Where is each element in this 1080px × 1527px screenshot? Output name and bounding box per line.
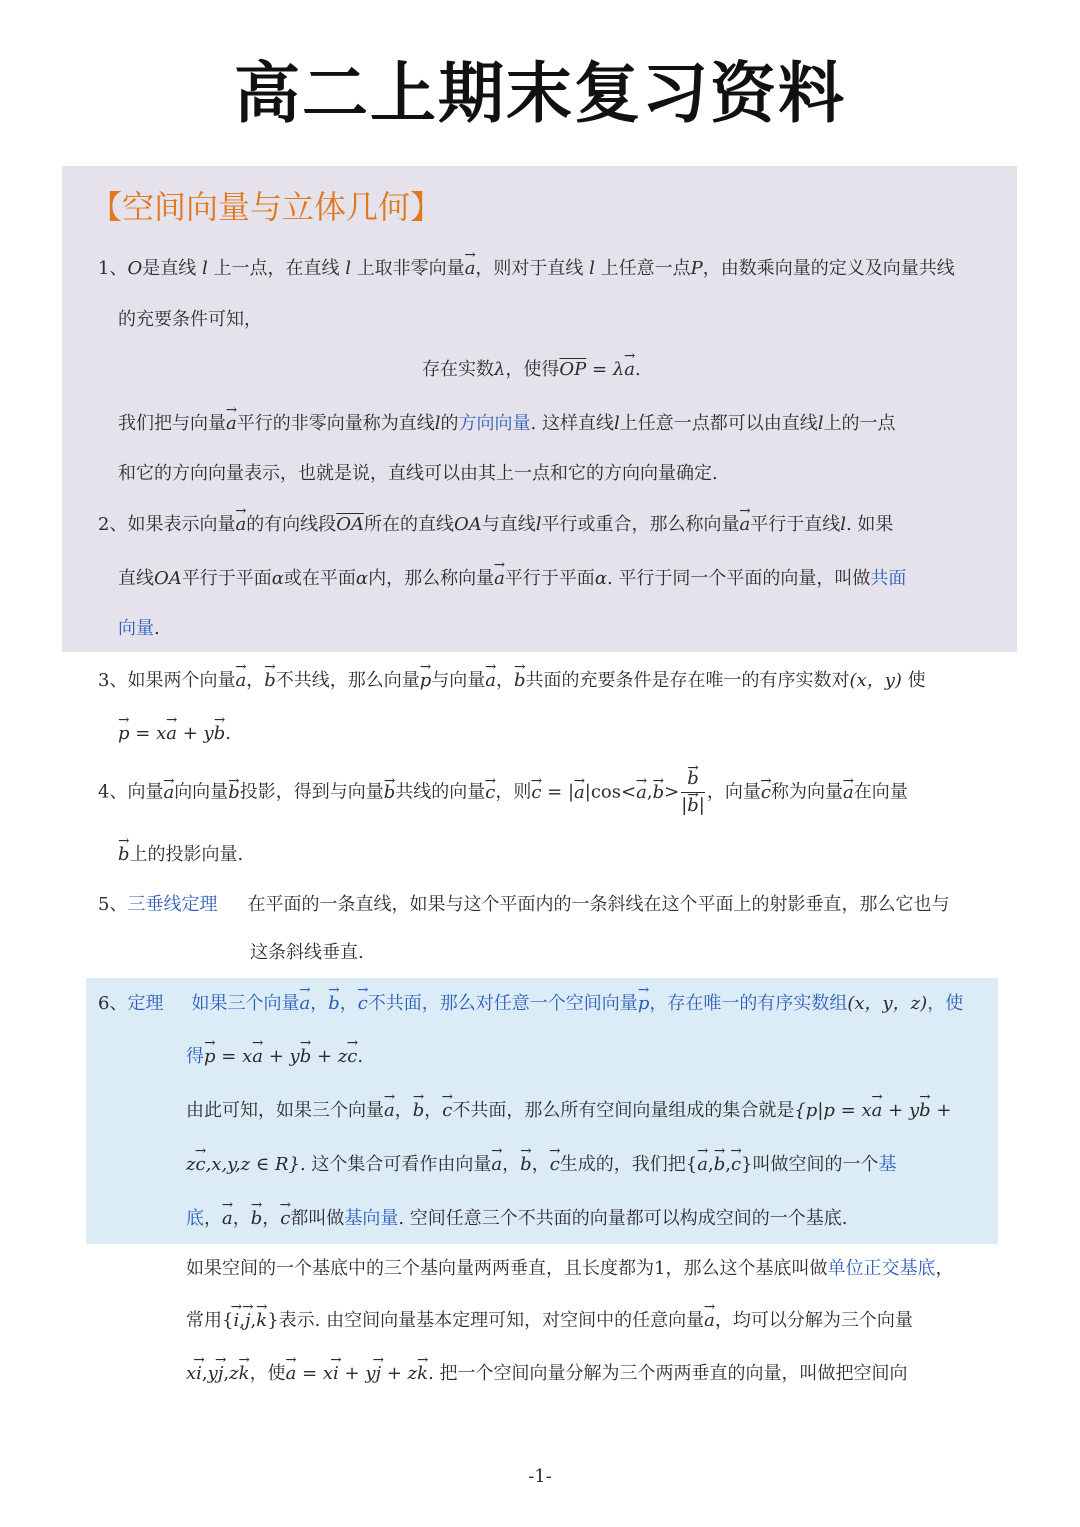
- item1-para-line2: 和它的方向向量表示，也就是说，直线可以由其上一点和它的方向向量确定.: [118, 463, 718, 484]
- item6-line1: 6、定理 如果三个向量→ a，→ b，→ c不共面，那么对任意一个空间向量→ p，存在唯一的有序实数组(x，y，z)，使: [98, 995, 963, 1013]
- item2-line3: 向量.: [118, 618, 160, 639]
- item1-line2: 的充要条件可知，: [118, 309, 262, 330]
- page-title: 高二上期末复习资料: [234, 55, 846, 132]
- item6-line5: 底，→ a，→ b，→ c都叫做基向量. 空间任意三个不共面的向量都可以构成空间的一个基底.: [186, 1210, 848, 1228]
- item3-line1: 3、如果两个向量→ a，→ b不共线，那么向量→ p与向量→ a，→ b共面的充要条件是存在唯一的有序实数对(x，y) 使: [98, 672, 926, 690]
- item1-para-line1: 我们把与向量→ a平行的非零向量称为直线l的方向向量. 这样直线l上任意一点都可以由直线l上的一点: [118, 415, 895, 433]
- term-direction-vector: 方向向量: [458, 413, 531, 434]
- item6-line2: 得→ p = x→ a + y→ b + z→ c.: [186, 1048, 363, 1066]
- term-three-perpendiculars-theorem: 三垂线定理: [127, 894, 218, 915]
- item6-line4: z→ c,x,y,z ∈ R}. 这个集合可看作由向量→ a，→ b，→ c生成的，我们把{→ a,→ b,→ c}叫做空间的一个基: [186, 1156, 897, 1174]
- item5-line2: 这条斜线垂直.: [250, 942, 364, 963]
- item6-line6: 如果空间的一个基底中的三个基向量两两垂直，且长度都为1，那么这个基底叫做单位正交基底，: [186, 1258, 954, 1279]
- page-number: -1-: [528, 1466, 552, 1487]
- item2-line1: 2、如果表示向量→ a的有向线段$\overline{OA}$所在的直线OA与直线l平行或重合，那么称向量→ a平行于直线l. 如果: [98, 516, 893, 534]
- item6-line7: 常用{→ i,→ j,→ k}表示. 由空间向量基本定理可知，对空间中的任意向量→ a，均可以分解为三个向量: [186, 1312, 913, 1330]
- item4-line2: → b上的投影向量.: [118, 846, 243, 864]
- section-heading: 【空间向量与立体几何】: [90, 188, 443, 226]
- term-orthonormal-basis: 单位正交基底: [827, 1258, 936, 1279]
- item1-line1: 1、O是直线 l 上一点，在直线 l 上取非零向量→ a，则对于直线 l 上任意一点P，由数乘向量的定义及向量共线: [98, 260, 955, 278]
- item4-line1: 4、向量→ a向向量→ b投影，得到与向量→ b共线的向量→ c，则→ c = |→ a|cos<→ a,→ b> → $\frac{b}{|\to b|}$ ，向量→ c称为向量→ a在向量: [98, 768, 908, 817]
- item1-formula: 存在实数λ，使得$\overline{OP} = \lambda\to a$.: [422, 361, 641, 379]
- item6-line3: 由此可知，如果三个向量→ a，→ b，→ c不共面，那么所有空间向量组成的集合就是{p|p = x→ a + y→ b +: [186, 1102, 951, 1120]
- item5-line1: 5、三垂线定理 在平面的一条直线，如果与这个平面内的一条斜线在这个平面上的射影垂直，那么它也与: [98, 894, 950, 915]
- term-basis-vector: 基向量: [344, 1208, 399, 1229]
- term-basis: 底: [186, 1208, 204, 1229]
- term-theorem: 定理: [127, 993, 164, 1014]
- item2-line2: 直线OA平行于平面α或在平面α内，那么称向量→ a平行于平面α. 平行于同一个平面的向量，叫做共面: [118, 570, 906, 588]
- term-coplanar-vector: 向量: [118, 618, 154, 639]
- item3-line2: → p = x→ a + y→ b.: [118, 725, 231, 743]
- projection-fraction: → $\frac{b}{|\to b|}$: [681, 768, 705, 817]
- item6-line8: x→ i,y→ j,z→ k，使→ a = x→ i + y→ j + z→ k. 把一个空间向量分解为三个两两垂直的向量，叫做把空间向: [186, 1365, 908, 1383]
